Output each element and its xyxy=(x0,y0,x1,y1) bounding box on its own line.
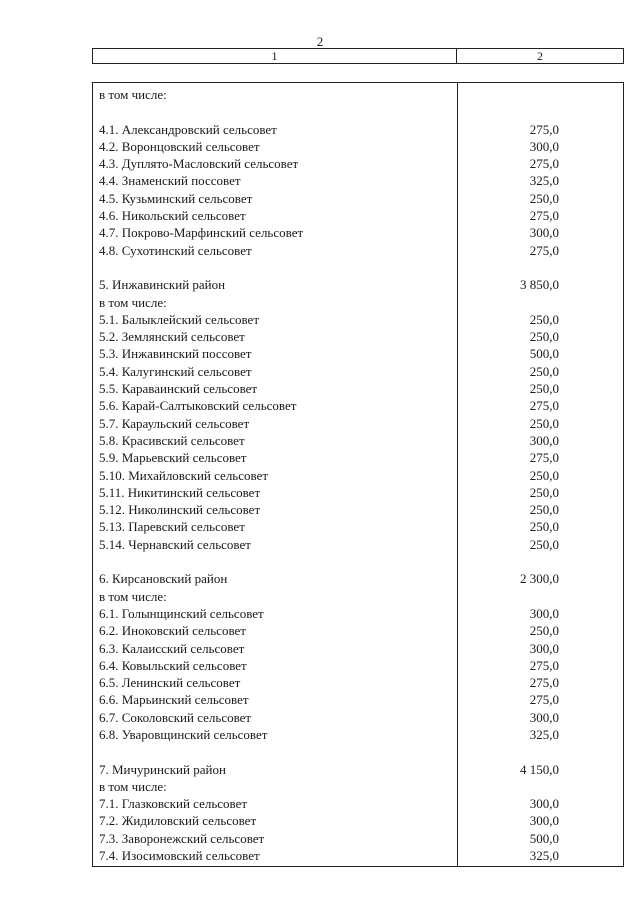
table-row xyxy=(93,847,623,864)
row-name: 4.6. Никольский сельсовет xyxy=(99,208,246,224)
row-amount: 250,0 xyxy=(529,311,559,327)
row-amount: 300,0 xyxy=(529,813,559,829)
row-amount: 250,0 xyxy=(529,415,559,431)
row-name: в том числе: xyxy=(99,588,167,604)
table-row xyxy=(93,432,623,449)
table-row xyxy=(93,761,623,778)
row-name: 5.6. Карай-Салтыковский сельсовет xyxy=(99,398,297,414)
table-row xyxy=(93,726,623,743)
table-row xyxy=(93,518,623,535)
column-header-2: 2 xyxy=(537,49,543,63)
row-amount: 275,0 xyxy=(529,657,559,673)
row-amount: 4 150,0 xyxy=(520,761,559,777)
table-row xyxy=(93,795,623,812)
row-name: 7. Мичуринский район xyxy=(99,761,226,777)
row-name: 6.4. Ковыльский сельсовет xyxy=(99,657,247,673)
row-amount: 275,0 xyxy=(529,675,559,691)
row-amount: 250,0 xyxy=(529,623,559,639)
row-amount: 250,0 xyxy=(529,329,559,345)
table-row xyxy=(93,328,623,345)
row-amount: 250,0 xyxy=(529,190,559,206)
row-name: 5. Инжавинский район xyxy=(99,277,226,293)
table-row xyxy=(93,570,623,587)
table-row xyxy=(93,259,623,276)
table-row xyxy=(93,121,623,138)
table-row xyxy=(93,501,623,518)
column-header-1: 1 xyxy=(93,49,457,63)
row-name: 6.2. Иноковский сельсовет xyxy=(99,623,246,639)
row-name: 5.12. Николинский сельсовет xyxy=(99,502,261,518)
table-row xyxy=(93,138,623,155)
row-name: 5.8. Красивский сельсовет xyxy=(99,432,245,448)
table-row xyxy=(93,276,623,293)
row-name: 6.8. Уваровщинский сельсовет xyxy=(99,726,268,742)
row-amount: 2 300,0 xyxy=(520,571,559,587)
table-row xyxy=(93,691,623,708)
table-row xyxy=(93,743,623,760)
row-amount: 250,0 xyxy=(529,536,559,552)
table-row xyxy=(93,622,623,639)
row-name: 4.4. Знаменский поссовет xyxy=(99,173,241,189)
table-row xyxy=(93,553,623,570)
row-name: 4.1. Александровский сельсовет xyxy=(99,121,277,137)
allocation-table xyxy=(92,82,624,867)
row-name: в том числе: xyxy=(99,87,167,102)
table-row xyxy=(93,207,623,224)
row-name: 5.13. Паревский сельсовет xyxy=(99,519,245,535)
row-name: 5.4. Калугинский сельсовет xyxy=(99,363,252,379)
row-amount: 300,0 xyxy=(529,605,559,621)
table-row xyxy=(93,830,623,847)
row-amount: 250,0 xyxy=(529,363,559,379)
table-row xyxy=(93,640,623,657)
row-name: 6.7. Соколовский сельсовет xyxy=(99,709,252,725)
row-name: 5.2. Землянский сельсовет xyxy=(99,329,245,345)
row-amount: 275,0 xyxy=(529,692,559,708)
row-amount: 275,0 xyxy=(529,121,559,137)
row-name: 5.3. Инжавинский поссовет xyxy=(99,346,252,362)
row-amount: 300,0 xyxy=(529,640,559,656)
row-name: 5.9. Марьевский сельсовет xyxy=(99,450,247,466)
row-amount: 500,0 xyxy=(529,346,559,362)
row-name: 4.2. Воронцовский сельсовет xyxy=(99,138,260,154)
row-name: 4.7. Покрово-Марфинский сельсовет xyxy=(99,225,304,241)
row-name: 5.1. Балыклейский сельсовет xyxy=(99,311,259,327)
row-amount: 250,0 xyxy=(529,502,559,518)
row-name: в том числе: xyxy=(99,778,167,794)
row-amount: 275,0 xyxy=(529,156,559,172)
row-amount: 300,0 xyxy=(529,796,559,812)
table-row xyxy=(93,363,623,380)
row-name: 7.3. Заворонежский сельсовет xyxy=(99,830,265,846)
row-amount: 275,0 xyxy=(529,398,559,414)
row-amount: 300,0 xyxy=(529,709,559,725)
table-row xyxy=(93,778,623,795)
row-amount: 250,0 xyxy=(529,467,559,483)
row-name: 7.1. Глазковский сельсовет xyxy=(99,796,248,812)
table-row xyxy=(93,467,623,484)
row-amount: 250,0 xyxy=(529,484,559,500)
row-amount: 500,0 xyxy=(529,830,559,846)
table-row xyxy=(93,345,623,362)
table-row xyxy=(93,709,623,726)
row-amount: 300,0 xyxy=(529,225,559,241)
row-amount: 275,0 xyxy=(529,208,559,224)
row-amount: 250,0 xyxy=(529,381,559,397)
row-name: 6.6. Марьинский сельсовет xyxy=(99,692,249,708)
row-amount: 300,0 xyxy=(529,138,559,154)
table-header xyxy=(92,48,624,64)
table-row xyxy=(93,812,623,829)
page-number: 2 xyxy=(316,34,324,49)
row-name: 7.2. Жидиловский сельсовет xyxy=(99,813,257,829)
table-row xyxy=(93,588,623,605)
row-amount: 325,0 xyxy=(529,173,559,189)
row-amount: 325,0 xyxy=(529,848,559,864)
row-name: 6. Кирсановский район xyxy=(99,571,228,587)
table-row xyxy=(93,415,623,432)
table-row xyxy=(93,242,623,259)
table-row xyxy=(93,103,623,120)
row-name: 5.11. Никитинский сельсовет xyxy=(99,484,261,500)
table-row xyxy=(93,605,623,622)
table-row xyxy=(93,484,623,501)
table-row xyxy=(93,657,623,674)
table-row xyxy=(93,380,623,397)
row-name: 4.8. Сухотинский сельсовет xyxy=(99,242,252,258)
table-row xyxy=(93,397,623,414)
row-name: 7.4. Изосимовский сельсовет xyxy=(99,848,260,864)
row-name: 6.5. Ленинский сельсовет xyxy=(99,675,241,691)
row-amount: 325,0 xyxy=(529,726,559,742)
row-name: 5.10. Михайловский сельсовет xyxy=(99,467,269,483)
table-row xyxy=(93,190,623,207)
table-row xyxy=(93,155,623,172)
row-name: 6.1. Голынщинский сельсовет xyxy=(99,605,264,621)
row-name: 5.14. Чернавский сельсовет xyxy=(99,536,251,552)
row-name: 5.7. Караульский сельсовет xyxy=(99,415,250,431)
table-row xyxy=(93,536,623,553)
row-amount: 3 850,0 xyxy=(520,277,559,293)
row-amount: 275,0 xyxy=(529,242,559,258)
table-row xyxy=(93,674,623,691)
row-name: 4.5. Кузьминский сельсовет xyxy=(99,190,253,206)
row-amount: 275,0 xyxy=(529,450,559,466)
table-row xyxy=(93,224,623,241)
table-rows xyxy=(93,86,623,864)
table-row xyxy=(93,449,623,466)
row-name: в том числе: xyxy=(99,294,167,310)
table-row xyxy=(93,294,623,311)
table-row xyxy=(93,311,623,328)
row-amount: 250,0 xyxy=(529,519,559,535)
row-name: 6.3. Калаисский сельсовет xyxy=(99,640,245,656)
row-name: 4.3. Дуплято-Масловский сельсовет xyxy=(99,156,299,172)
table-row xyxy=(93,86,623,103)
table-row xyxy=(93,172,623,189)
row-amount: 300,0 xyxy=(529,432,559,448)
row-name: 5.5. Караваинский сельсовет xyxy=(99,381,258,397)
